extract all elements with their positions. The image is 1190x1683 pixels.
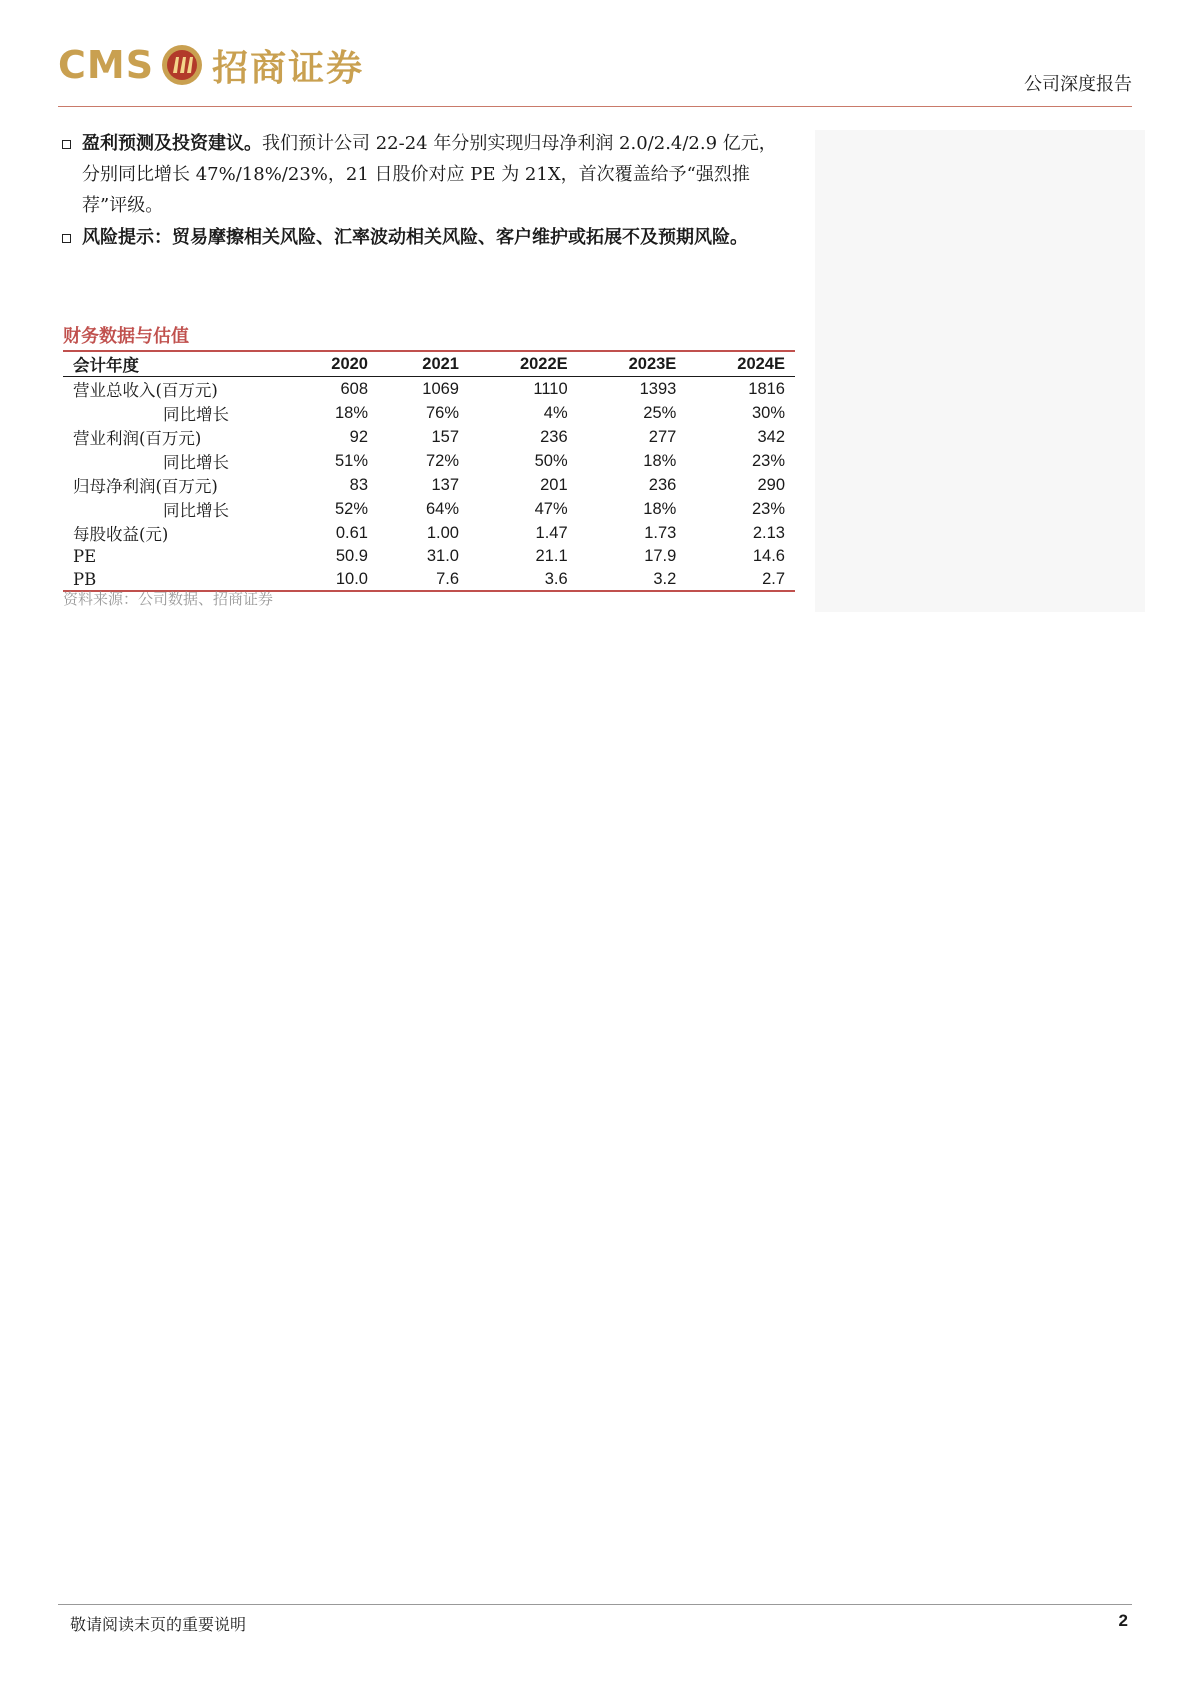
row-label: 同比增长 [163,453,229,472]
table-row [63,449,795,473]
financial-table [63,350,795,592]
table-row [63,473,795,497]
sidebar-panel [815,130,1145,612]
header-cell: 2021 [378,351,469,377]
row-label: 营业利润(百万元) [73,429,202,448]
bullet-heading: 风险提示： [82,227,172,248]
table-cell: 50.9 [335,546,368,565]
table-row [63,545,795,568]
table-cell: 18% [643,451,677,470]
table-cell: 83 [349,475,368,494]
table-cell: 52% [334,499,368,518]
table-cell: 2.13 [752,523,785,542]
row-label: 同比增长 [163,405,229,424]
header-divider [58,106,1132,107]
bullet-square-icon [62,140,71,149]
header-cell: 会计年度 [63,351,287,377]
table-cell: 30% [751,403,785,422]
table-cell: 3.6 [469,568,578,592]
table-cell: 342 [757,427,785,446]
page-number: 2 [1118,1611,1128,1630]
report-type-label: 公司深度报告 [1024,74,1132,95]
table-cell: 23% [751,451,785,470]
footer-divider [58,1604,1132,1605]
table-cell: 76% [425,403,459,422]
table-cell: 137 [431,475,459,494]
bullet-square-icon [62,234,71,243]
row-label: 归母净利润(百万元) [73,477,218,496]
company-logo [58,42,364,88]
table-cell: 1110 [533,379,568,398]
table-cell: 157 [431,427,459,446]
table-cell: 290 [757,475,785,494]
table-cell: 18% [334,403,368,422]
table-cell: 14.6 [752,546,785,565]
table-cell: 23% [751,499,785,518]
table-cell: 10.0 [287,568,378,592]
table-row [63,425,795,449]
table-row [63,401,795,425]
table-cell: 47% [534,499,568,518]
row-label: 营业总收入(百万元) [73,381,218,400]
logo-emblem-icon [160,43,204,87]
bullet-heading: 盈利预测及投资建议。 [82,133,262,154]
table-cell: 1.47 [535,523,568,542]
header-cell: 2020 [287,351,378,377]
row-label: 同比增长 [163,501,229,520]
summary-bullets [60,128,792,254]
table-cell: 25% [643,403,677,422]
table-cell: 51% [334,451,368,470]
table-cell: 236 [540,427,568,446]
logo-chinese-text: 招商证券 [212,46,365,89]
footer-disclaimer: 敬请阅读末页的重要说明 [70,1615,247,1634]
header-cell: 2022E [469,351,578,377]
table-header-row [63,351,795,377]
table-cell: 0.61 [335,523,368,542]
row-label: PE [73,546,97,566]
table-cell: 277 [648,427,677,446]
table-row [63,497,795,521]
table-cell: 1393 [639,379,677,398]
table-cell: 1816 [748,379,785,398]
table-cell: 64% [425,499,459,518]
table-cell: 201 [540,475,568,494]
table-cell: 3.2 [578,568,687,592]
table-title: 财务数据与估值 [63,326,189,347]
table-cell: 4% [543,403,568,422]
table-source-note: 资料来源：公司数据、招商证券 [63,590,274,608]
table-row [63,377,795,402]
table-cell: 21.1 [535,546,568,565]
table-cell: 72% [425,451,459,470]
table-cell: 608 [340,379,368,398]
table-cell: 50% [534,451,568,470]
table-cell: 92 [349,427,368,446]
bullet-forecast [60,128,792,221]
table-cell: 7.6 [378,568,469,592]
table-cell: 236 [648,475,677,494]
table-cell: 18% [643,499,677,518]
bullet-text: 我们预计公司 22-24 年分别实现归母净利润 2.0/2.4/2.9 亿元，分别同比增长 47%/18%/23%，21 日股价对应 PE 为 21X，首次覆盖给予“强烈推荐”评级。 [82,133,777,216]
header-cell: 2024E [686,351,795,377]
table-cell: 1.00 [426,523,459,542]
table-cell: 1.73 [644,523,677,542]
bullet-risk [60,222,792,253]
table-row [63,521,795,545]
bullet-text: 贸易摩擦相关风险、汇率波动相关风险、客户维护或拓展不及预期风险。 [172,227,748,248]
row-label: PB [63,568,287,592]
table-cell: 2.7 [686,568,795,592]
table-cell: 17.9 [644,546,677,565]
table-cell: 31.0 [426,546,459,565]
row-label: 每股收益(元) [73,525,169,544]
logo-latin-text: CMS [58,43,155,87]
header-cell: 2023E [578,351,687,377]
table-cell: 1069 [422,379,459,398]
